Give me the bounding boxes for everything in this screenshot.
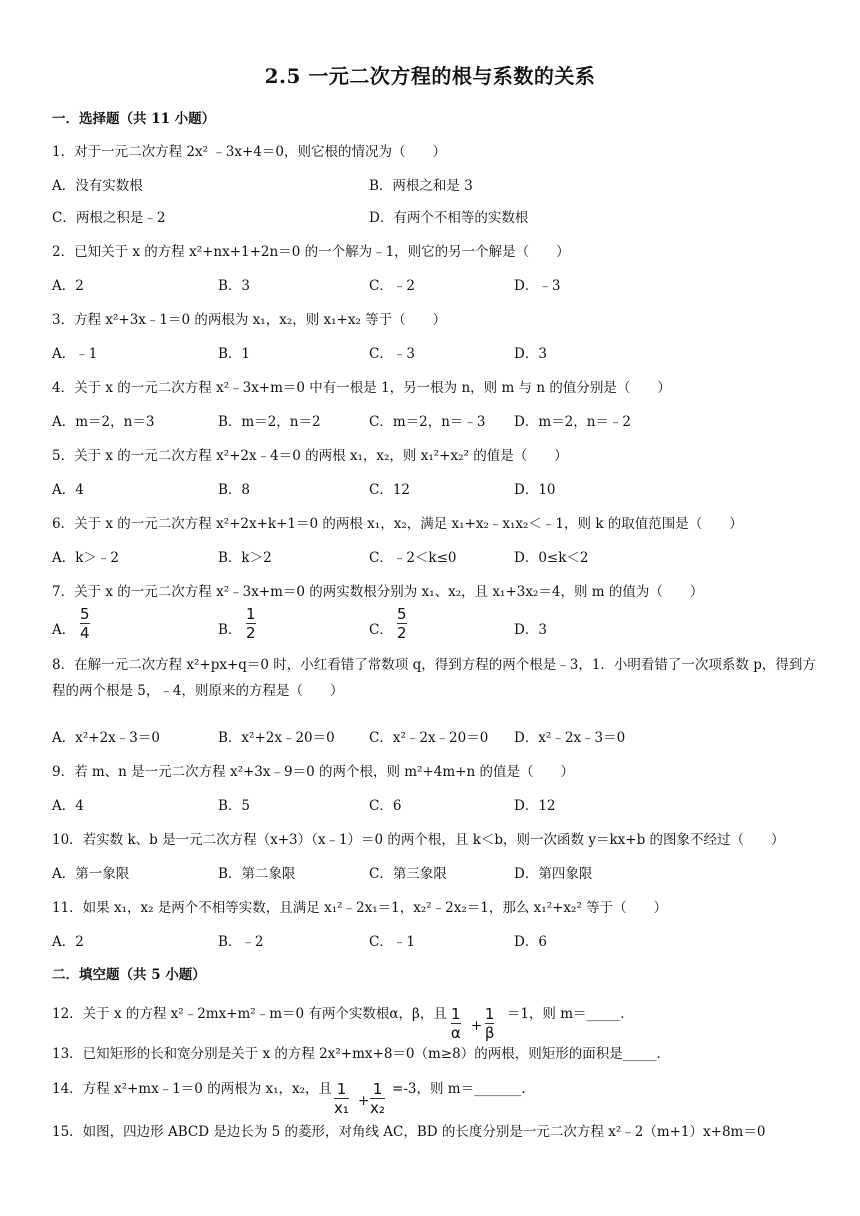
- option-c: C．﹣2: [369, 278, 415, 294]
- option-d: D．3: [514, 346, 547, 362]
- option-d: D．有两个不相等的实数根: [369, 210, 529, 226]
- fraction-1-over-alpha: [451, 1006, 461, 1041]
- question-14-text: 14．方程 x²+mx﹣1＝0 的两根为 x₁，x₂，且: [52, 1081, 333, 1097]
- option-b: B．k＞2: [218, 550, 272, 566]
- option-b: [218, 605, 256, 642]
- options-2: [52, 274, 822, 294]
- question-2: 2．已知关于 x 的方程 x²+nx+1+2n＝0 的一个解为﹣1，则它的另一个解是（ ）: [52, 244, 570, 260]
- options-1b: [52, 206, 822, 226]
- option-c: C．12: [369, 482, 411, 498]
- fraction-c: [397, 606, 407, 641]
- fraction-1-over-beta: [485, 1006, 495, 1041]
- question-9: 9．若 m、n 是一元二次方程 x²+3x﹣9＝0 的两个根，则 m²+4m+n 的值是（ ）: [52, 764, 574, 780]
- fraction-c-denominator: 2: [397, 624, 407, 642]
- plus-sign: +: [358, 1093, 370, 1109]
- option-a: A．k＞﹣2: [52, 550, 120, 566]
- numerator: 1: [484, 1005, 495, 1023]
- plus-sign: +: [470, 1018, 483, 1034]
- option-b: B．x²+2x﹣20＝0: [218, 730, 335, 746]
- option-c-label: C．: [369, 622, 393, 638]
- options-4: [52, 410, 822, 430]
- option-c: C．6: [369, 798, 402, 814]
- option-c: [369, 605, 407, 642]
- question-12-text: 12．关于 x 的方程 x²﹣2mx+m²﹣m＝0 有两个实数根α，β，且: [52, 1006, 447, 1022]
- options-9: [52, 794, 822, 814]
- options-10: [52, 862, 822, 882]
- option-b: B．1: [218, 346, 251, 362]
- page-title: 2.5 一元二次方程的根与系数的关系: [264, 64, 596, 88]
- fraction-1-over-x2: [370, 1081, 385, 1116]
- question-4: 4．关于 x 的一元二次方程 x²﹣3x+m＝0 中有一根是 1，另一根为 n，则 m 与 n 的值分别是（ ）: [52, 380, 671, 396]
- question-14-tail: =-3，则 m＝_______．: [392, 1081, 535, 1097]
- option-c: C．第三象限: [369, 866, 447, 882]
- option-a: A．x²+2x﹣3＝0: [52, 730, 160, 746]
- option-a: A．2: [52, 278, 84, 294]
- question-13: 13．已知矩形的长和宽分别是关于 x 的方程 2x²+mx+8＝0（m≥8）的两根，则矩形的面积是_____．: [52, 1046, 670, 1062]
- question-7: 7．关于 x 的一元二次方程 x²﹣3x+m＝0 的两实数根分别为 x₁、x₂，且 x₁+3x₂＝4，则 m 的值为（ ）: [52, 584, 704, 600]
- question-5: 5．关于 x 的一元二次方程 x²+2x﹣4＝0 的两根 x₁，x₂，则 x₁²+x₂² 的值是（ ）: [52, 448, 568, 464]
- option-d: D．10: [514, 482, 556, 498]
- option-b: B．两根之和是 3: [369, 178, 473, 194]
- options-6: [52, 546, 822, 566]
- fraction-c-numerator: 5: [397, 605, 407, 623]
- option-b: B．第二象限: [218, 866, 296, 882]
- section-heading-choice: 一．选择题（共 11 小题）: [52, 111, 216, 127]
- options-8: [52, 726, 822, 746]
- options-7: [52, 605, 822, 642]
- option-b: B．5: [218, 798, 251, 814]
- fraction-a: [80, 606, 90, 641]
- fraction-b: [246, 606, 256, 641]
- option-a: A．4: [52, 798, 84, 814]
- option-a: [52, 605, 90, 642]
- options-3: [52, 342, 822, 362]
- section-heading-fill: 二．填空题（共 5 小题）: [52, 967, 206, 983]
- option-d: D．第四象限: [514, 866, 593, 882]
- option-d: D．3: [514, 622, 547, 638]
- question-1: 1．对于一元二次方程 2x² ﹣3x+4＝0，则它根的情况为（ ）: [52, 144, 446, 160]
- option-d: D．m＝2，n＝﹣2: [514, 414, 631, 430]
- question-12-tail: ＝1，则 m＝_____．: [506, 1006, 634, 1022]
- numerator: 1: [336, 1080, 347, 1098]
- question-3: 3．方程 x²+3x﹣1＝0 的两根为 x₁，x₂，则 x₁+x₂ 等于（ ）: [52, 312, 447, 328]
- option-a: A．没有实数根: [52, 178, 143, 194]
- option-d: D．12: [514, 798, 556, 814]
- question-12: [52, 1002, 822, 1042]
- option-d: D．﹣3: [514, 278, 561, 294]
- denominator: x₂: [370, 1099, 385, 1117]
- question-11: 11．如果 x₁，x₂ 是两个不相等实数，且满足 x₁²﹣2x₁＝1，x₂²﹣2x₂＝1，那么 x₁²+x₂² 等于（ ）: [52, 900, 668, 916]
- fraction-1-over-x1: [334, 1081, 349, 1116]
- option-b: B．﹣2: [218, 934, 264, 950]
- options-11: [52, 930, 822, 950]
- fraction-b-denominator: 2: [246, 624, 256, 642]
- option-c: C．m＝2，n＝﹣3: [369, 414, 486, 430]
- option-c: C．﹣3: [369, 346, 415, 362]
- option-c: C．﹣1: [369, 934, 415, 950]
- option-a: A．第一象限: [52, 866, 130, 882]
- option-b-label: B．: [218, 622, 242, 638]
- option-c: C．两根之积是﹣2: [52, 210, 166, 226]
- option-a: A．m＝2，n＝3: [52, 414, 155, 430]
- fraction-a-numerator: 5: [80, 605, 90, 623]
- fraction-b-numerator: 1: [246, 605, 256, 623]
- options-5: [52, 478, 822, 498]
- option-b: B．m＝2，n＝2: [218, 414, 321, 430]
- numerator: 1: [451, 1005, 461, 1023]
- option-a-label: A．: [52, 622, 76, 638]
- option-b: B．8: [218, 482, 251, 498]
- options-1: [52, 174, 822, 194]
- option-c: C．﹣2＜k≤0: [369, 550, 457, 566]
- question-10: 10．若实数 k、b 是一元二次方程（x+3）（x﹣1）＝0 的两个根，且 k＜b，则一次函数 y＝kx+b 的图象不经过（ ）: [52, 832, 785, 848]
- option-c: C．x²﹣2x﹣20＝0: [369, 730, 489, 746]
- question-14: [52, 1077, 822, 1117]
- question-15: 15．如图，四边形 ABCD 是边长为 5 的菱形，对角线 AC，BD 的长度分别是一元二次方程 x²﹣2（m+1）x+8m＝0: [52, 1124, 766, 1140]
- option-b: B．3: [218, 278, 251, 294]
- option-d: D．x²﹣2x﹣3＝0: [514, 730, 626, 746]
- question-8: 8．在解一元二次方程 x²+px+q＝0 时，小红看错了常数项 q，得到方程的两个根是﹣3，1．小明看错了一次项系数 p，得到方程的两个根是 5，﹣4，则原来的方程是（ ）: [52, 657, 816, 699]
- option-a: A．4: [52, 482, 84, 498]
- numerator: 1: [372, 1080, 383, 1098]
- denominator: α: [450, 1024, 461, 1042]
- option-d: D．0≤k＜2: [514, 550, 589, 566]
- question-6: 6．关于 x 的一元二次方程 x²+2x+k+1＝0 的两根 x₁，x₂，满足 x₁+x₂﹣x₁x₂＜﹣1，则 k 的取值范围是（ ）: [52, 516, 743, 532]
- option-a: A．2: [52, 934, 84, 950]
- denominator: x₁: [334, 1099, 349, 1117]
- option-a: A．﹣1: [52, 346, 98, 362]
- fraction-a-denominator: 4: [80, 624, 90, 642]
- option-d: D．6: [514, 934, 547, 950]
- denominator: β: [484, 1024, 495, 1042]
